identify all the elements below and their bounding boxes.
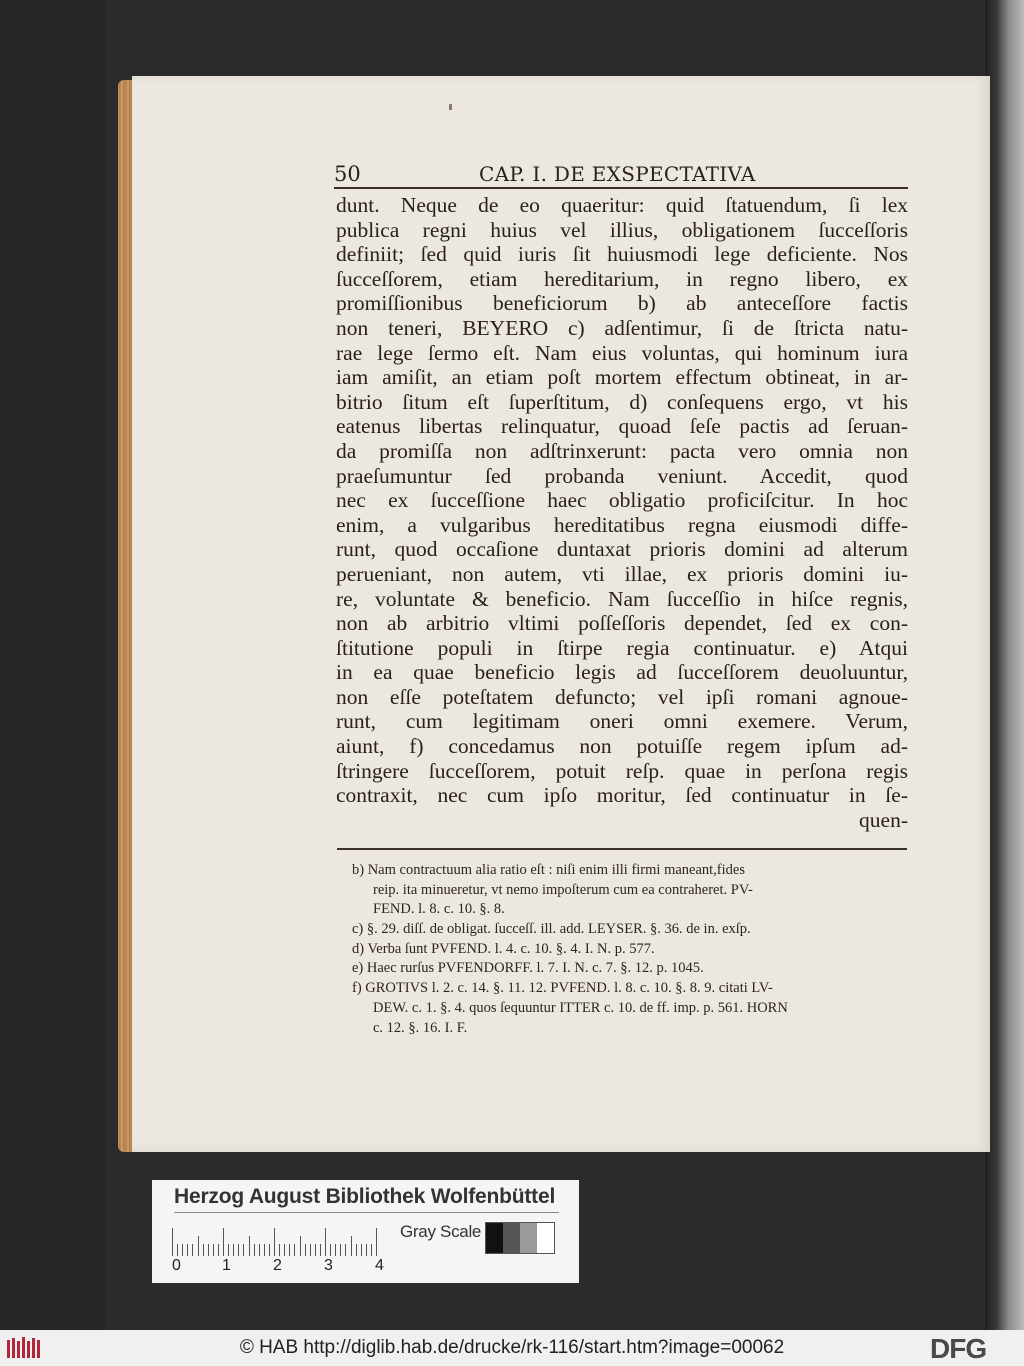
ruler-tick [366, 1244, 367, 1256]
ruler-tick [320, 1244, 321, 1256]
ruler-tick [203, 1244, 204, 1256]
ruler-tick [233, 1244, 234, 1256]
ruler-tick [187, 1244, 188, 1256]
ruler-tick [243, 1244, 244, 1256]
body-text [336, 193, 908, 832]
ruler-tick [264, 1244, 265, 1256]
ruler-tick [310, 1244, 311, 1256]
footnote-line: e) Haec rurſus PVFENDORFF. l. 7. I. N. c. 7. §. 12. p. 1045. [352, 960, 704, 977]
ruler-tick [238, 1244, 239, 1256]
body-line: contraxit, nec cum ipſo moritur, ſed continuatur in ſe- [336, 783, 908, 808]
body-line: publica regni huius vel illius, obligationem ſucceſſoris [336, 217, 908, 242]
footnote-line: reip. ita minueretur, vt nemo impoſterum cum ea contraheret. PV- [373, 881, 753, 898]
ruler-tick [192, 1244, 193, 1256]
footnote-line: DEW. c. 1. §. 4. quos ſequuntur ITTER c. 10. de ff. imp. p. 561. HORN [373, 999, 788, 1016]
page-number: 50 [334, 162, 361, 186]
body-line: promiſſionibus beneficiorum b) ab anteceſſore factis [336, 291, 908, 316]
body-line: aiunt, f) concedamus non potuiſſe regem ipſum ad- [336, 734, 908, 759]
header-rule [334, 187, 908, 189]
body-line: perueniant, non autem, vti illae, ex prioris domini iu- [336, 561, 908, 586]
body-line: re, voluntate & beneficio. Nam ſucceſſio in hiſce regnis, [336, 586, 908, 611]
ruler-tick [351, 1236, 352, 1256]
ruler-tick [279, 1244, 280, 1256]
footnote-line: c. 12. §. 16. I. F. [373, 1019, 468, 1036]
scanner-background-left [0, 0, 105, 1330]
scanner-background-right [985, 0, 1024, 1330]
ruler-tick [228, 1244, 229, 1256]
running-head-title: CAP. I. DE EXSPECTATIVA [479, 162, 756, 186]
gray-scale-swatches [485, 1222, 555, 1254]
ruler-tick [315, 1244, 316, 1256]
ruler-digit: 3 [324, 1257, 333, 1274]
ruler-tick [325, 1228, 326, 1256]
body-line: ſtringere ſucceſſorem, potuit reſp. quae in perſona regis [336, 758, 908, 783]
ruler-tick [345, 1244, 346, 1256]
ruler-tick [269, 1244, 270, 1256]
body-line: enim, a vulgaribus hereditatibus regna eiusmodi diffe- [336, 512, 908, 537]
ruler-tick [361, 1244, 362, 1256]
body-line: rae lege ſermo eſt. Nam eius voluntas, qui hominum iura [336, 340, 908, 365]
cm-ruler [172, 1228, 387, 1258]
library-label: Herzog August Bibliothek Wolfenbüttel [174, 1185, 556, 1208]
copyright-link[interactable]: © HAB http://diglib.hab.de/drucke/rk-116/start.htm?image=00062 [239, 1337, 785, 1358]
body-line: praeſumuntur ſed probanda veniunt. Accedit, quod [336, 463, 908, 488]
ruler-tick [300, 1236, 301, 1256]
ruler-tick [330, 1244, 331, 1256]
body-line: ſtitutione populi in ſtirpe regia continuatur. e) Atqui [336, 635, 908, 660]
ruler-tick [177, 1244, 178, 1256]
gray-swatch [520, 1223, 537, 1253]
ruler-tick [340, 1244, 341, 1256]
footnote-rule [337, 848, 907, 850]
gray-swatch [503, 1223, 520, 1253]
body-line: ſucceſſorem, etiam hereditarium, in regno libero, ex [336, 266, 908, 291]
footnotes [352, 861, 907, 1038]
footnote-line: f) GROTIVS l. 2. c. 14. §. 11. 12. PVFEND. l. 8. c. 10. §. 8. 9. citati LV- [352, 980, 773, 997]
body-line: non eſſe poteſtatem defuncto; vel ipſi romani agnoue- [336, 684, 908, 709]
footnote-line: d) Verba ſunt PVFEND. l. 4. c. 10. §. 4. I. N. p. 577. [352, 940, 655, 957]
gray-swatch [537, 1223, 554, 1253]
gray-swatch [486, 1223, 503, 1253]
color-scale-card [152, 1180, 579, 1283]
body-line: da promiſſa non adſtrinxerunt: pacta vero omnia non [336, 438, 908, 463]
ruler-tick [376, 1228, 377, 1256]
ruler-tick [213, 1244, 214, 1256]
body-line: eatenus libertas relinquatur, quoad ſeſe pactis ad ſeruan- [336, 414, 908, 439]
ruler-tick [208, 1244, 209, 1256]
ruler-tick [284, 1244, 285, 1256]
ruler-tick [182, 1244, 183, 1256]
body-line: nec ex ſucceſſione haec obligatio proficiſcitur. In hoc [336, 488, 908, 513]
ruler-tick [198, 1236, 199, 1256]
ruler-digit: 1 [222, 1257, 231, 1274]
body-line: dunt. Neque de eo quaeritur: quid ſtatuendum, ſi lex [336, 193, 908, 217]
footnote-line: c) §. 29. diſſ. de obligat. ſucceſſ. ill. add. LEYSER. §. 36. de in. exſp. [352, 921, 751, 938]
body-line: non teneri, BEYERO c) adſentimur, ſi de ſtricta natu- [336, 315, 908, 340]
ruler-tick [356, 1244, 357, 1256]
ruler-tick [274, 1228, 275, 1256]
body-line: non ab arbitrio vltimi poſſeſſoris dependet, ſed ex con- [336, 611, 908, 636]
ruler-digit: 4 [375, 1257, 384, 1274]
ruler-tick [305, 1244, 306, 1256]
ruler-tick [289, 1244, 290, 1256]
running-head [334, 162, 908, 190]
body-line: bitrio ſitum eſt ſuperſtitum, d) conſequens ergo, vt his [336, 389, 908, 414]
ruler-tick [249, 1236, 250, 1256]
ruler-tick [371, 1244, 372, 1256]
dfg-logo: DFG [930, 1333, 987, 1364]
ruler-tick [335, 1244, 336, 1256]
body-line: iam amiſit, an etiam poſt mortem effectum obtineat, in ar- [336, 365, 908, 390]
body-line: definiit; ſed quid iuris ſit huiusmodi lege deficiente. Nos [336, 242, 908, 267]
footer-bar [0, 1330, 1024, 1366]
ruler-tick [218, 1244, 219, 1256]
ruler-tick [254, 1244, 255, 1256]
ruler-tick [223, 1228, 224, 1256]
ruler-tick [172, 1228, 173, 1256]
body-line: runt, cum legitimam oneri omni exemere. Verum, [336, 709, 908, 734]
body-line: quen- [859, 807, 908, 832]
footnote-line: FEND. l. 8. c. 10. §. 8. [373, 901, 505, 918]
ruler-tick [259, 1244, 260, 1256]
paper-speck [449, 104, 452, 110]
gray-scale-label: Gray Scale [400, 1222, 482, 1241]
body-line: in ea quae beneficio legis ad ſucceſſorem deuoluuntur, [336, 660, 908, 685]
ruler-digit: 2 [273, 1257, 282, 1274]
card-divider [174, 1212, 559, 1213]
ruler-tick [294, 1244, 295, 1256]
ruler-digit: 0 [172, 1257, 181, 1274]
footnote-line: b) Nam contractuum alia ratio eſt : niſi enim illi firmi maneant,fides [352, 862, 745, 878]
body-line: runt, quod occaſione duntaxat prioris domini ad alterum [336, 537, 908, 562]
